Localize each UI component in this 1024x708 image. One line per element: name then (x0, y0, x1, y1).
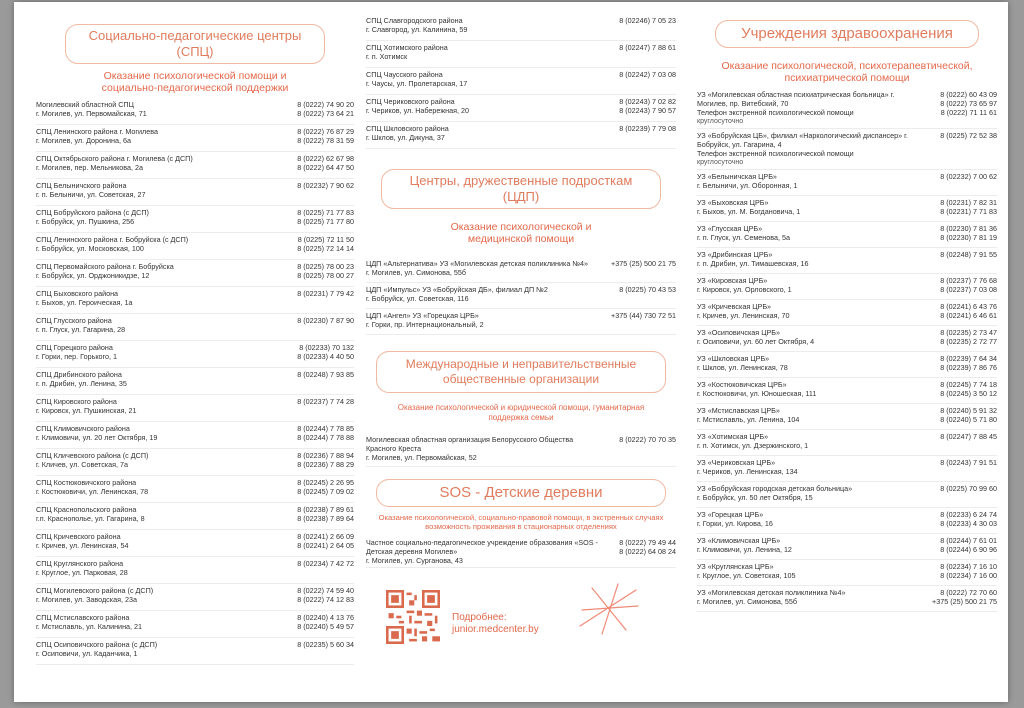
entry-name: УЗ «Могилевская областная психиатрическая больница» г. Могилев, пр. Витебский, 70 (697, 90, 895, 108)
list-item (697, 196, 997, 222)
entry-name: СПЦ Шкловского района (366, 124, 449, 133)
list-item (697, 300, 997, 326)
entry-phones: 8 (02238) 7 89 61 8 (02238) 7 89 64 (297, 505, 354, 523)
entry-phones: 8 (02245) 2 26 95 8 (02245) 7 09 02 (297, 478, 354, 496)
list-item (697, 404, 997, 430)
entry-address: г. Кировск, ул. Орловского, 1 (697, 285, 792, 294)
entry-phones: 8 (0225) 71 77 83 8 (0225) 71 77 80 (297, 208, 354, 226)
entry-text (36, 235, 284, 257)
entry-phones: 8 (02233) 70 132 8 (02233) 4 40 50 (297, 343, 354, 361)
entry-address: г. Могилев, ул. Симонова, 55б (366, 268, 467, 277)
entry-name: СПЦ Бобруйского района (с ДСП) (36, 208, 149, 217)
entry-address: Телефон экстренной психологической помощи (697, 149, 854, 158)
entry-address: г. Могилев, ул. Заводская, 23а (36, 595, 137, 604)
entry-text (36, 127, 284, 149)
section-subheader-ngo: Оказание психологической и юридической помощи, гуманитарная поддержка семьи (397, 403, 645, 422)
health-list (697, 88, 997, 612)
entry-name: СПЦ Костюковичского района (36, 478, 137, 487)
entry-address: г. Чериков, ул. Набережная, 20 (366, 106, 469, 115)
entry-address: г. Осиповичи, ул. Каданчика, 1 (36, 649, 138, 658)
entry-text (36, 640, 284, 662)
entry-text (36, 505, 284, 527)
section-header-health: Учреждения здравоохранения (715, 20, 979, 48)
entry-phones: 8 (02239) 7 64 34 8 (02239) 7 86 76 (940, 354, 997, 372)
list-item (36, 368, 354, 395)
entry-address: г. Горки, пр. Интернациональный, 2 (366, 320, 484, 329)
entry-text (697, 224, 927, 245)
entry-phones: 8 (02232) 7 90 62 (297, 181, 354, 190)
entry-address: г. Могилев, ул. Доронина, 6а (36, 136, 131, 145)
entry-phones: 8 (02242) 7 03 08 (619, 70, 676, 79)
list-item (366, 41, 676, 68)
entry-address: г. Горки, ул. Кирова, 16 (697, 519, 773, 528)
entry-name: ЦДП «Импульс» УЗ «Бобруйская ДБ», филиал ДП №2 (366, 285, 548, 294)
list-item (697, 378, 997, 404)
entry-address: Телефон экстренной психологической помощи (697, 108, 854, 117)
entry-address: г. Могилев, ул. Сурганова, 43 (366, 556, 463, 565)
entry-phones: 8 (02240) 5 91 32 8 (02240) 5 71 80 (940, 406, 997, 424)
ngo-list (366, 433, 676, 467)
entry-name: СПЦ Чаусского района (366, 70, 443, 79)
entry-address: г. п. Глуск, ул. Гагарина, 28 (36, 325, 126, 334)
entry-name: СПЦ Первомайского района г. Бобруйска (36, 262, 174, 271)
entry-phones: 8 (0222) 79 49 44 8 (0222) 64 08 24 (619, 538, 676, 556)
list-item (36, 557, 354, 584)
list-item (366, 433, 676, 467)
entry-name: УЗ «Шкловская ЦРБ» (697, 354, 770, 363)
entry-name: УЗ «Хотимская ЦРБ» (697, 432, 769, 441)
entry-text (697, 458, 927, 479)
entry-text (697, 484, 927, 505)
entry-name: СПЦ Ленинского района г. Могилева (36, 127, 158, 136)
sos-list (366, 536, 676, 568)
list-item (697, 170, 997, 196)
entry-text (36, 613, 284, 635)
entry-address: г. Быхов, ул. Героическая, 1а (36, 298, 133, 307)
entry-phones: 8 (02234) 7 42 72 (297, 559, 354, 568)
entry-text (36, 289, 284, 311)
entry-name: СПЦ Горецкого района (36, 343, 113, 352)
entry-phones: 8 (0222) 74 59 40 8 (0222) 74 12 83 (297, 586, 354, 604)
entry-phones: 8 (02233) 6 24 74 8 (02233) 4 30 03 (940, 510, 997, 528)
entry-text (36, 532, 284, 554)
entry-note: круглосуточно (697, 118, 744, 125)
entry-text (36, 370, 284, 392)
spc-list (36, 98, 354, 665)
entry-text (697, 380, 927, 401)
entry-name: УЗ «Бобруйская ЦБ», филиал «Наркологический диспансер» г. Бобруйск, ул. Гагарина, 4 (697, 131, 908, 149)
entry-text (697, 250, 927, 271)
entry-text (36, 478, 284, 500)
entry-phones: 8 (0225) 78 00 23 8 (0225) 78 00 27 (297, 262, 354, 280)
entry-text (36, 154, 284, 176)
entry-text (36, 451, 284, 473)
entry-name: СПЦ Кличевского района (с ДСП) (36, 451, 149, 460)
list-item (36, 503, 354, 530)
column-social-centers (36, 24, 354, 665)
entry-text (697, 562, 927, 583)
entry-text (697, 131, 927, 167)
entry-name: УЗ «Белыничская ЦРБ» (697, 172, 777, 181)
entry-name: СПЦ Круглянского района (36, 559, 124, 568)
entry-phones: 8 (0222) 74 90 20 8 (0222) 73 64 21 (297, 100, 354, 118)
entry-address: г. п. Глуск, ул. Семенова, 5а (697, 233, 790, 242)
entry-phones: 8 (02237) 7 74 28 (297, 397, 354, 406)
entry-phones: 8 (0225) 70 43 53 (619, 285, 676, 294)
entry-name: Частное социально-педагогическое учреждение образования «SOS - Детская деревня Могилев» (366, 538, 598, 556)
list-item (36, 233, 354, 260)
entry-text (697, 536, 927, 557)
entry-address: г. Быхов, ул. М. Богдановича, 1 (697, 207, 801, 216)
entry-address: г. п. Дрибин, ул. Тимашевская, 16 (697, 259, 809, 268)
entry-text (697, 588, 927, 609)
list-item (36, 314, 354, 341)
entry-address: г. Кличев, ул. Советская, 7а (36, 460, 128, 469)
entry-address: г. Славгород, ул. Калинина, 59 (366, 25, 468, 34)
entry-text (366, 311, 606, 332)
entry-phones: 8 (02243) 7 91 51 (940, 458, 997, 467)
entry-text (697, 276, 927, 297)
entry-address: г. Бобруйск, ул. Орджоникидзе, 12 (36, 271, 150, 280)
list-item (36, 584, 354, 611)
list-item (36, 476, 354, 503)
entry-phones: 8 (0222) 62 67 98 8 (0222) 64 47 50 (297, 154, 354, 172)
decorative-star-icon (574, 580, 644, 636)
list-item (36, 98, 354, 125)
entry-phones: 8 (02245) 7 74 18 8 (02245) 3 50 12 (940, 380, 997, 398)
entry-name: Могилевская областная организация Белорусского Общества Красного Креста (366, 435, 574, 453)
entry-phones: 8 (02235) 2 73 47 8 (02235) 2 72 77 (940, 328, 997, 346)
list-item (36, 152, 354, 179)
entry-address: г. Могилев, ул. Симонова, 55б (697, 597, 798, 606)
list-item (366, 257, 676, 283)
entry-text (366, 43, 606, 65)
entry-text (366, 285, 606, 306)
entry-name: УЗ «Глусская ЦРБ» (697, 224, 763, 233)
entry-phones: 8 (02239) 7 79 08 (619, 124, 676, 133)
entry-text (36, 424, 284, 446)
spc-list-continued (366, 14, 676, 149)
entry-phones: 8 (02230) 7 81 36 8 (02230) 7 81 19 (940, 224, 997, 242)
list-item (36, 287, 354, 314)
entry-text (697, 328, 927, 349)
entry-name: СПЦ Октябрьского района г. Могилева (с ДСП) (36, 154, 193, 163)
entry-phones: 8 (02231) 7 79 42 (297, 289, 354, 298)
entry-address: г. Мстиславль, ул. Калинина, 21 (36, 622, 143, 631)
entry-name: СПЦ Кричевского района (36, 532, 121, 541)
entry-address: г. Костюковичи, ул. Ленинская, 78 (36, 487, 149, 496)
entry-name: СПЦ Климовичского района (36, 424, 130, 433)
list-item (697, 430, 997, 456)
entry-name: СПЦ Быховского района (36, 289, 119, 298)
entry-name: УЗ «Бобруйская городская детская больница» (697, 484, 853, 493)
entry-name: СПЦ Мстиславского района (36, 613, 130, 622)
entry-text (697, 172, 927, 193)
entry-text (36, 316, 284, 338)
entry-text (697, 406, 927, 427)
entry-phones: 8 (02243) 7 02 82 8 (02243) 7 90 57 (619, 97, 676, 115)
list-item (36, 395, 354, 422)
entry-phones: 8 (02248) 7 93 85 (297, 370, 354, 379)
entry-text (366, 124, 606, 146)
entry-text (36, 397, 284, 419)
entry-address: г. Горки, пер. Горького, 1 (36, 352, 117, 361)
more-info-text (452, 612, 539, 636)
entry-text (366, 259, 606, 280)
entry-name: УЗ «Могилевская детская поликлиника №4» (697, 588, 846, 597)
list-item (36, 530, 354, 557)
entry-name: СПЦ Кировского района (36, 397, 117, 406)
entry-phones: 8 (0225) 72 52 38 (940, 131, 997, 140)
entry-text (366, 70, 606, 92)
entry-phones: 8 (02234) 7 16 10 8 (02234) 7 16 00 (940, 562, 997, 580)
entry-address: г. Климовичи, ул. Ленина, 12 (697, 545, 792, 554)
entry-address: г. Круглое, ул. Советская, 105 (697, 571, 796, 580)
list-item (697, 88, 997, 129)
list-item (697, 560, 997, 586)
entry-address: г. Кричев, ул. Ленинская, 70 (697, 311, 790, 320)
list-item (697, 508, 997, 534)
entry-text (36, 559, 284, 581)
entry-phones: 8 (0225) 72 11 50 8 (0225) 72 14 14 (297, 235, 354, 253)
entry-name: УЗ «Кировская ЦРБ» (697, 276, 768, 285)
list-item (697, 248, 997, 274)
entry-name: УЗ «Климовичская ЦРБ» (697, 536, 781, 545)
list-item (366, 536, 676, 568)
list-item (366, 95, 676, 122)
entry-name: СПЦ Ленинского района г. Бобруйска (с ДСП) (36, 235, 189, 244)
entry-text (697, 432, 927, 453)
entry-phones: 8 (0222) 76 87 29 8 (0222) 78 31 59 (297, 127, 354, 145)
entry-text (697, 354, 927, 375)
entry-address: г. п. Белыничи, ул. Советская, 27 (36, 190, 146, 199)
list-item (697, 534, 997, 560)
entry-phones: 8 (02237) 7 76 68 8 (02237) 7 03 08 (940, 276, 997, 294)
section-subheader-cdp: Оказание психологической и медицинской помощи (450, 221, 592, 245)
list-item (366, 283, 676, 309)
entry-address: г. п. Хотимск (366, 52, 408, 61)
entry-text (697, 90, 927, 126)
entry-name: УЗ «Костюковичская ЦРБ» (697, 380, 787, 389)
list-item (697, 352, 997, 378)
entry-phones: +375 (44) 730 72 51 (611, 311, 676, 320)
list-item (697, 274, 997, 300)
entry-phones: 8 (02236) 7 88 94 8 (02236) 7 88 29 (297, 451, 354, 469)
entry-phones: 8 (02247) 7 88 61 (619, 43, 676, 52)
entry-address: г. Шклов, ул. Ленинская, 78 (697, 363, 788, 372)
entry-address: г. Могилев, ул. Первомайская, 71 (36, 109, 147, 118)
section-subheader-health: Оказание психологической, психотерапевтической, психиатрической помощи (721, 60, 973, 84)
section-header-sos: SOS - Детские деревни (376, 479, 666, 507)
entry-address: г. Климовичи, ул. 20 лет Октября, 19 (36, 433, 158, 442)
section-subheader-sos: Оказание психологической, социально-правовой помощи, в экстренных случаях возможность проживания в стационарных отделениях (378, 513, 664, 531)
entry-phones: 8 (02247) 7 88 45 (940, 432, 997, 441)
column-healthcare (697, 20, 997, 612)
entry-phones: 8 (0222) 60 43 09 8 (0222) 73 65 97 8 (0222) 71 11 61 (940, 90, 997, 117)
entry-phones: 8 (0222) 70 70 35 (619, 435, 676, 444)
entry-name: УЗ «Дрибинская ЦРБ» (697, 250, 773, 259)
entry-phones: 8 (02246) 7 05 23 (619, 16, 676, 25)
list-item (36, 179, 354, 206)
cdp-list (366, 257, 676, 335)
brochure-sheet (14, 2, 1008, 702)
entry-address: г. Костюковичи, ул. Юношеская, 111 (697, 389, 817, 398)
entry-address: г. Шклов, ул. Дикуна, 37 (366, 133, 445, 142)
entry-text (36, 100, 284, 122)
entry-text (697, 198, 927, 219)
entry-address: г. Могилев, ул. Первомайская, 52 (366, 453, 477, 462)
list-item (366, 68, 676, 95)
entry-name: УЗ «Круглянская ЦРБ» (697, 562, 774, 571)
entry-text (366, 16, 606, 38)
entry-text (36, 586, 284, 608)
entry-name: УЗ «Кричевская ЦРБ» (697, 302, 772, 311)
entry-phones: 8 (02244) 7 61 01 8 (02244) 6 90 96 (940, 536, 997, 554)
list-item (36, 125, 354, 152)
list-item (366, 122, 676, 149)
list-item (366, 14, 676, 41)
list-item (36, 422, 354, 449)
entry-text (697, 510, 927, 531)
list-item (36, 341, 354, 368)
entry-phones: 8 (02235) 5 60 34 (297, 640, 354, 649)
entry-address: г. Чериков, ул. Ленинская, 134 (697, 467, 798, 476)
entry-address: г. Круглое, ул. Парковая, 28 (36, 568, 128, 577)
entry-phones: 8 (02230) 7 87 90 (297, 316, 354, 325)
list-item (697, 129, 997, 170)
entry-name: СПЦ Краснопольского района (36, 505, 137, 514)
entry-name: СПЦ Глусского района (36, 316, 112, 325)
entry-name: ЦДП «Ангел» УЗ «Горецкая ЦРБ» (366, 311, 479, 320)
list-item (697, 222, 997, 248)
entry-phones: 8 (02231) 7 82 31 8 (02231) 7 71 83 (940, 198, 997, 216)
entry-address: г. Осиповичи, ул. 60 лет Октября, 4 (697, 337, 815, 346)
entry-text (366, 538, 606, 565)
qr-code-icon[interactable] (386, 590, 440, 644)
entry-address: г. Бобруйск, ул. Московская, 100 (36, 244, 144, 253)
entry-name: СПЦ Дрибинского района (36, 370, 122, 379)
entry-phones: 8 (02241) 2 66 09 8 (02241) 2 64 05 (297, 532, 354, 550)
entry-note: круглосуточно (697, 159, 744, 166)
entry-address: г.п. Краснополье, ул. Гагарина, 8 (36, 514, 145, 523)
entry-phones: 8 (02241) 6 43 76 8 (02241) 6 46 61 (940, 302, 997, 320)
entry-phones: +375 (25) 500 21 75 (611, 259, 676, 268)
entry-name: Могилевский областной СПЦ (36, 100, 134, 109)
entry-text (36, 181, 284, 203)
section-header-ngo: Международные и неправительственные общественные организации (376, 351, 666, 393)
list-item (697, 482, 997, 508)
entry-name: УЗ «Чериковская ЦРБ» (697, 458, 776, 467)
list-item (36, 611, 354, 638)
entry-name: СПЦ Осиповичского района (с ДСП) (36, 640, 158, 649)
entry-phones: 8 (02240) 4 13 76 8 (02240) 5 49 57 (297, 613, 354, 631)
entry-address: г. Кричев, ул. Ленинская, 54 (36, 541, 129, 550)
entry-address: г. Мстиславль, ул. Ленина, 104 (697, 415, 800, 424)
entry-address: г. п. Хотимск, ул. Дзержинского, 1 (697, 441, 809, 450)
entry-text (366, 97, 606, 119)
more-info-block (366, 576, 676, 656)
list-item (36, 449, 354, 476)
entry-address: г. Бобруйск, ул. Советская, 116 (366, 294, 469, 303)
list-item (697, 586, 997, 612)
entry-phones: 8 (02232) 7 00 62 (940, 172, 997, 181)
list-item (366, 309, 676, 335)
entry-name: ЦДП «Альтернатива» УЗ «Могилевская детская поликлиника №4» (366, 259, 589, 268)
entry-name: СПЦ Могилевского района (с ДСП) (36, 586, 154, 595)
entry-text (36, 262, 284, 284)
entry-name: СПЦ Белыничского района (36, 181, 127, 190)
entry-text (697, 302, 927, 323)
entry-text (366, 435, 606, 464)
entry-phones: 8 (0222) 72 70 60 +375 (25) 500 21 75 (932, 588, 997, 606)
section-header-spc: Социально-педагогические центры (СПЦ) (65, 24, 325, 64)
entry-name: УЗ «Быховская ЦРБ» (697, 198, 769, 207)
entry-phones: 8 (0225) 70 99 60 (940, 484, 997, 493)
list-item (36, 206, 354, 233)
entry-address: г. Кировск, ул. Пушкинская, 21 (36, 406, 137, 415)
more-info-label: Подробнее: (452, 612, 507, 623)
entry-address: г. Чаусы, ул. Пролетарская, 17 (366, 79, 468, 88)
list-item (36, 638, 354, 665)
entry-name: УЗ «Осиповичская ЦРБ» (697, 328, 781, 337)
entry-name: СПЦ Славгородского района (366, 16, 463, 25)
entry-address: г. Белыничи, ул. Оборонная, 1 (697, 181, 798, 190)
list-item (36, 260, 354, 287)
entry-name: СПЦ Чериковского района (366, 97, 455, 106)
entry-name: УЗ «Мстиславская ЦРБ» (697, 406, 780, 415)
more-info-link[interactable]: junior.medcenter.by (452, 624, 539, 635)
list-item (697, 456, 997, 482)
list-item (697, 326, 997, 352)
entry-address: г. Бобруйск, ул. Пушкина, 256 (36, 217, 135, 226)
section-header-cdp: Центры, дружественные подросткам (ЦДП) (381, 169, 661, 209)
entry-text (36, 208, 284, 230)
entry-name: УЗ «Горецкая ЦРБ» (697, 510, 764, 519)
column-middle (366, 14, 676, 656)
entry-name: СПЦ Хотимского района (366, 43, 448, 52)
entry-address: г. Бобруйск, ул. 50 лет Октября, 15 (697, 493, 813, 502)
entry-phones: 8 (02244) 7 78 85 8 (02244) 7 78 88 (297, 424, 354, 442)
entry-address: г. Могилев, пер. Мельникова, 2а (36, 163, 144, 172)
section-subheader-spc: Оказание психологической помощи и социально-педагогической поддержки (101, 70, 289, 94)
entry-text (36, 343, 284, 365)
entry-address: г. п. Дрибин, ул. Ленина, 35 (36, 379, 127, 388)
entry-phones: 8 (02248) 7 91 55 (940, 250, 997, 259)
